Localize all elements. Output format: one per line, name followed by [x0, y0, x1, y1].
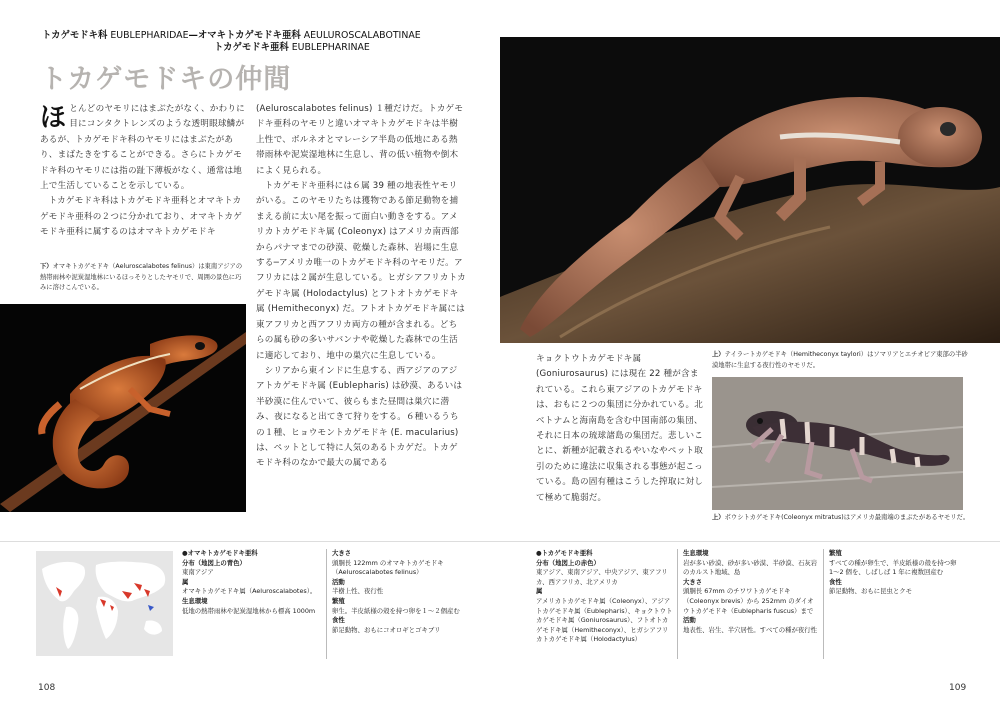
- photo-caption: 上）テイラートカゲモドキ（Hemitheconyx taylori）はソマリアとエチオピア東部の半砂漠地帯に生息する夜行性のヤモリだ。: [712, 351, 968, 369]
- info-subfamily-aeluroscalabotinae: ●オマキトカゲモドキ亜科 分布（地図上の青色） 東南アジア 属 オマキトカゲモドキ属（Aeluroscalabotes）。 生息環境 低地の熱帯雨林や泥炭湿地林から標高 1000m: [182, 549, 317, 615]
- photo-caption: 上）ボウシトカゲモドキ(Coleonyx mitratus)はアメリカ最南端のまぶたがあるヤモリだ。: [712, 514, 970, 521]
- world-map: [36, 551, 173, 656]
- gecko-illustration: [0, 304, 246, 512]
- divider: [677, 549, 678, 659]
- body-column-2: [256, 102, 466, 512]
- header-line2: トカゲモドキ亜科 EUBLEPHARINAE: [214, 42, 370, 53]
- drop-cap: ほ: [40, 103, 67, 133]
- body-column-1: [40, 102, 246, 257]
- gecko-illustration: [500, 37, 1000, 343]
- info-subfamily-eublepharinae-3: 繁殖 すべての種が卵生で、羊皮紙様の殻を持つ卵 1〜2 個を、しばしば 1 年に複数回産む 食性 節足動物、おもに昆虫とクモ: [829, 549, 957, 596]
- paragraph: キョクトウトカゲモドキ属 (Goniurosaurus) には現在 22 種が含まれている。これら東アジアのトカゲモドキは、おもに２つの集団に分かれている。北ベトナムと海南島を含む中国南部の集団、それに日本の琉球諸島の集団だ。悲しいことに、新種が記載されるやいなやペット取引のために違法に収集される事態が起こっている。島の固有種はこうした搾取に対して極めて脆弱だ。: [536, 354, 704, 503]
- info-band-rule: [0, 541, 1000, 542]
- paragraph: トカゲモドキ亜科には６属 39 種の地表性ヤモリがいる。このヤモリたちは獲物である節足動物を捕まえる前に太い尾を振って面白い動きをする。アメリカトカゲモドキ属 (Coleonyx) はアメリカ南西部からパナマまでの砂漠、乾燥した森林、岩場に生息する─アメリカ唯一のトカゲモドキ科のヤモリだ。アフリカには２属が生息している。ヒガシアフリカトカゲモドキ属 (Holodactylus) とフトオトカゲモドキ属 (Hemitheconyx) だ。フトオトカゲモドキ属には東アフリカと西アフリカ両方の種が含まれる。どちらの属も砂の多いサバンナや乾燥した森林での生活に適応しており、地中の巣穴に生息している。: [256, 181, 466, 361]
- photo-oriental-eyelid-gecko: [0, 304, 246, 512]
- gecko-illustration: [712, 377, 963, 510]
- divider: [326, 549, 327, 659]
- divider: [823, 549, 824, 659]
- photo-caption: 下）オマキトカゲモドキ（Aeluroscalabotes felinus）は東南アジアの熱帯雨林や泥炭湿地林にいるほっそりとしたヤモリで、周囲の景色に巧みに溶けこんでいる。: [40, 263, 243, 291]
- section-header: [42, 30, 462, 54]
- distribution-map: [36, 551, 173, 656]
- info-subfamily-eublepharinae-2: 生息環境 岩が多い砂漠、砂が多い砂漠、半砂漠、石灰岩のカルスト地域、島 大きさ 頭胴長 67mm のチワワトカゲモドキ（Coleonyx brevis）から 252mm のダイオウトカゲモドキ（Eublepharis fuscus）まで 活動 地表性、岩生、半穴居性。すべての種が夜行性: [683, 549, 818, 634]
- body-column-3: [536, 352, 704, 514]
- paragraph: トカゲモドキ科はトカゲモドキ亜科とオマキトカゲモドキ亜科の２つに分かれており、オマキトカゲモドキ亜科に属するのはオマキトカゲモドキ: [40, 196, 242, 238]
- info-subfamily-eublepharinae: ●トカゲモドキ亜科 分布（地図上の赤色） 東アジア、東南アジア、中央アジア、東アフリカ、西アフリカ、北アメリカ 属 アメリカトカゲモドキ属（Coleonyx）、アジアトカゲモドキ属（Eublepharis）、キョクトウトカゲモドキ属（Goniurosaurus）、フトオトカゲモドキ属（Hemitheconyx）、ヒガシアフリカトカゲモドキ属（Holodactylus）: [536, 549, 673, 644]
- page-title: トカゲモドキの仲間: [40, 64, 292, 95]
- info-subfamily-aeluroscalabotinae-2: 大きさ 頭胴長 122mm のオマキトカゲモドキ（Aeluroscalabotes felinus） 活動 半樹上性、夜行性 繁殖 卵生。半皮紙様の殻を持つ卵を１〜２個産む 食性 節足動物、おもにコオロギとゴキブリ: [332, 549, 460, 634]
- photo-banded-gecko: [712, 377, 963, 510]
- page-number-left: 108: [38, 683, 56, 693]
- header-line1: トカゲモドキ科 EUBLEPHARIDAE—オマキトカゲモドキ亜科 AEULUROSCALABOTINAE: [42, 30, 421, 41]
- paragraph: ほとんどのヤモリにはまぶたがなく、かわりに目にコンタクトレンズのような透明眼球鱗があるが、トカゲモドキ科のヤモリにはまぶたがあり、まばたきをすることができる。さらにトカゲモドキ科のヤモリには指の趾下薄板がなく、通常は地上で生活していることを示している。: [40, 103, 245, 192]
- paragraph: シリアから東インドに生息する、西アジアのアジアトカゲモドキ属 (Eublepharis) は砂漠、あるいは半砂漠に住んでいて、彼らもまた昼間は巣穴に潜み、夜になると出てきて狩りをする。６種いるうちの１種、ヒョウモントカゲモドキ (E. macularius) は、ペットとして特に人気のあるトカゲだ。トカゲモドキ科のなかで最大の属である: [256, 365, 463, 469]
- photo-fat-tailed-gecko: [500, 37, 1000, 343]
- paragraph: (Aeluroscalabotes felinus) １種だけだ。トカゲモドキ亜科のヤモリと違いオマキトカゲモドキは半樹上性で、ボルネオとマレーシア半島の低地にある熱帯雨林や泥炭湿地林に生息し、背の低い植物や倒木によく見られる。: [256, 104, 464, 176]
- page-number-right: 109: [949, 683, 967, 693]
